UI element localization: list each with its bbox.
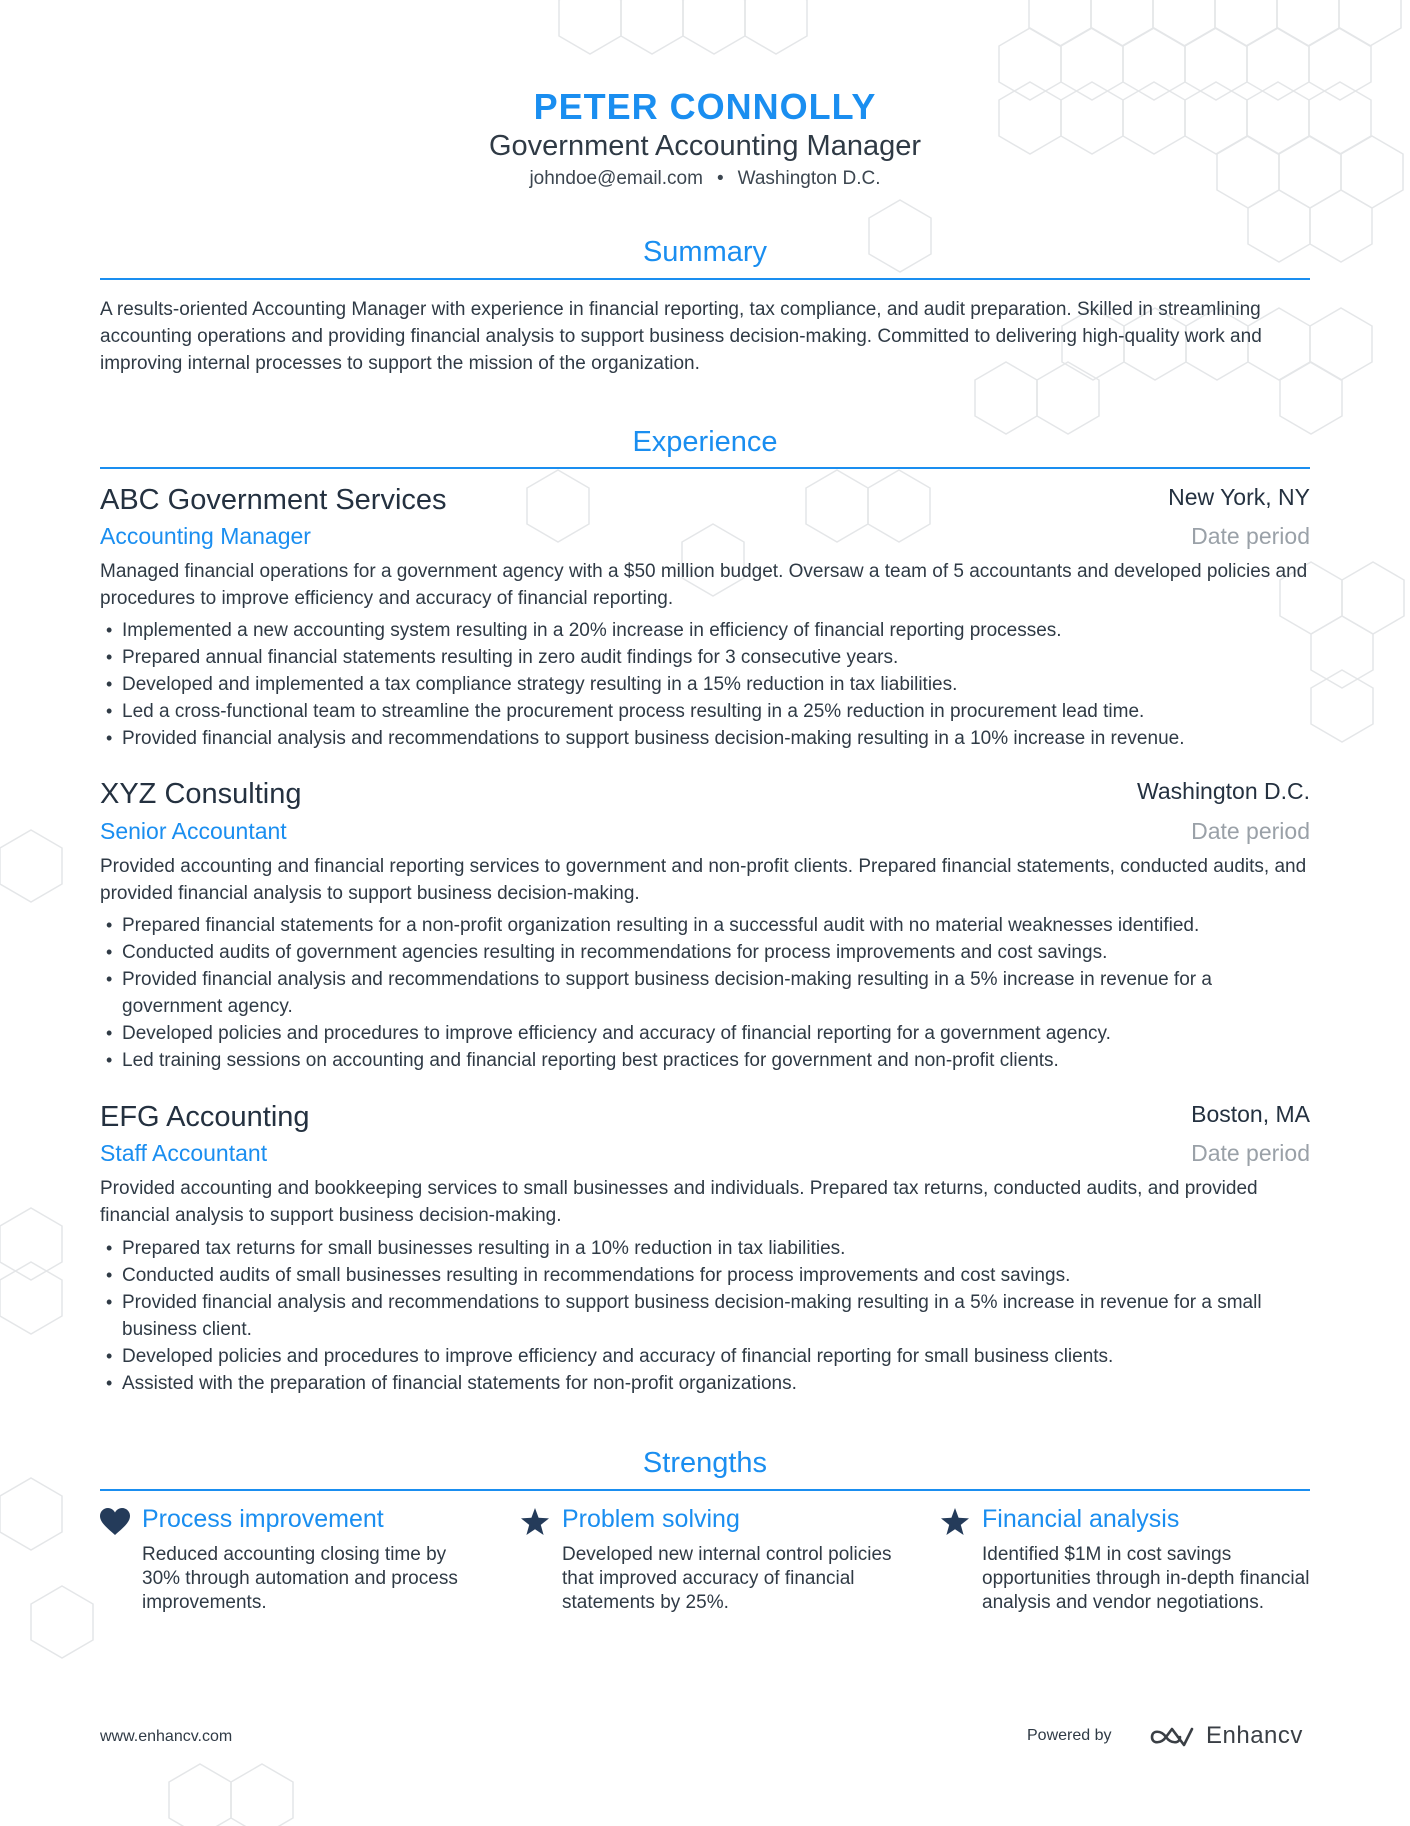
list-item: • Conducted audits of small businesses resulting in recommendations for process improvements and cost savings. bbox=[100, 1262, 1310, 1289]
job-3-location: Boston, MA bbox=[1191, 1101, 1310, 1127]
location: Washington D.C. bbox=[737, 168, 881, 189]
heart-icon bbox=[100, 1508, 130, 1536]
job-3-role: Staff Accountant bbox=[100, 1140, 268, 1166]
experience-heading: Experience bbox=[632, 426, 778, 458]
email[interactable]: johndoe@email.com bbox=[529, 168, 703, 189]
star-icon bbox=[940, 1508, 970, 1536]
job-1-role: Accounting Manager bbox=[100, 523, 311, 549]
list-item: • Developed policies and procedures to improve efficiency and accuracy of financial reporting for small business clients. bbox=[100, 1343, 1310, 1370]
summary-heading: Summary bbox=[642, 236, 768, 268]
list-item: • Prepared financial statements for a non-profit organization resulting in a successful audit with no material weaknesses identified. bbox=[100, 912, 1310, 939]
strengths-heading: Strengths bbox=[642, 1447, 768, 1479]
list-item: • Prepared tax returns for small businesses resulting in a 10% reduction in tax liabilities. bbox=[100, 1235, 1310, 1262]
job-2-date: Date period bbox=[1191, 818, 1310, 844]
list-item: • Led a cross-functional team to streamline the procurement process resulting in a 25% reduction in procurement lead time. bbox=[100, 698, 1310, 725]
job-1-company: ABC Government Services bbox=[100, 484, 447, 516]
list-item: • Provided financial analysis and recommendations to support business decision-making resulting in a 5% increase in revenue for a government agency. bbox=[100, 966, 1310, 1020]
list-item: • Provided financial analysis and recommendations to support business decision-making resulting in a 10% increase in revenue. bbox=[100, 725, 1310, 752]
summary-text: A results-oriented Accounting Manager with experience in financial reporting, tax compliance, and audit preparation. Skilled in streamlining accounting operations and providing financial analysis to support business decision-making. Committed to delivering high-quality work and improving internal processes to support the mission of the organization. bbox=[100, 299, 1262, 374]
list-item: • Prepared annual financial statements resulting in zero audit findings for 3 consecutive years. bbox=[100, 644, 1310, 671]
job-1-bullets bbox=[100, 617, 1310, 752]
footer-url[interactable]: www.enhancv.com bbox=[100, 1728, 233, 1745]
strength-description: Identified $1M in cost savings opportunities through in-depth financial analysis and vendor negotiations. bbox=[982, 1544, 1310, 1613]
separator: • bbox=[716, 168, 724, 189]
strengths-divider bbox=[100, 1489, 1310, 1491]
job-2-bullets bbox=[100, 912, 1310, 1074]
list-item: • Developed and implemented a tax compliance strategy resulting in a 15% reduction in tax liabilities. bbox=[100, 671, 1310, 698]
strength-description: Developed new internal control policies that improved accuracy of financial statements by 25%. bbox=[562, 1544, 892, 1613]
candidate-name: PETER CONNOLLY bbox=[533, 86, 877, 127]
enhancv-logo-icon bbox=[1148, 1724, 1196, 1750]
job-3-bullets bbox=[100, 1235, 1310, 1397]
experience-divider bbox=[100, 467, 1310, 469]
job-3-date: Date period bbox=[1191, 1140, 1310, 1166]
list-item: • Led training sessions on accounting and financial reporting best practices for government and non-profit clients. bbox=[100, 1047, 1310, 1074]
job-2-role: Senior Accountant bbox=[100, 818, 287, 844]
job-3-company: EFG Accounting bbox=[100, 1101, 310, 1133]
strength-title: Financial analysis bbox=[982, 1505, 1180, 1533]
strength-title: Process improvement bbox=[142, 1505, 384, 1533]
job-1-location: New York, NY bbox=[1168, 484, 1310, 510]
powered-by-label: Powered by bbox=[1027, 1727, 1112, 1744]
list-item: • Assisted with the preparation of financial statements for non-profit organizations. bbox=[100, 1370, 1310, 1397]
list-item: • Provided financial analysis and recommendations to support business decision-making resulting in a 5% increase in revenue for a small business client. bbox=[100, 1289, 1310, 1343]
list-item: • Developed policies and procedures to improve efficiency and accuracy of financial reporting for a government agency. bbox=[100, 1020, 1310, 1047]
job-1-date: Date period bbox=[1191, 523, 1310, 549]
strength-title: Problem solving bbox=[562, 1505, 740, 1533]
job-2-company: XYZ Consulting bbox=[100, 778, 302, 810]
contact-line bbox=[100, 168, 1310, 190]
job-1-description: Managed financial operations for a government agency with a $50 million budget. Oversaw a team of 5 accountants and developed policies and procedures to improve efficiency and accuracy of financial reporting. bbox=[100, 561, 1308, 609]
job-2-location: Washington D.C. bbox=[1137, 778, 1310, 804]
list-item: • Implemented a new accounting system resulting in a 20% increase in efficiency of financial reporting processes. bbox=[100, 617, 1310, 644]
brand-name[interactable]: Enhancv bbox=[1206, 1722, 1303, 1749]
star-icon bbox=[520, 1508, 550, 1536]
strength-description: Reduced accounting closing time by 30% through automation and process improvements. bbox=[142, 1544, 458, 1613]
summary-divider bbox=[100, 278, 1310, 280]
job-3-description: Provided accounting and bookkeeping services to small businesses and individuals. Prepared tax returns, conducted audits, and provided financial analysis to support business decision-making. bbox=[100, 1178, 1258, 1226]
job-title: Government Accounting Manager bbox=[488, 130, 922, 162]
list-item: • Conducted audits of government agencies resulting in recommendations for process improvements and cost savings. bbox=[100, 939, 1310, 966]
job-2-description: Provided accounting and financial reporting services to government and non-profit clients. Prepared financial statements, conducted audits, and provided financial analysis to support business decision-making. bbox=[100, 856, 1307, 904]
